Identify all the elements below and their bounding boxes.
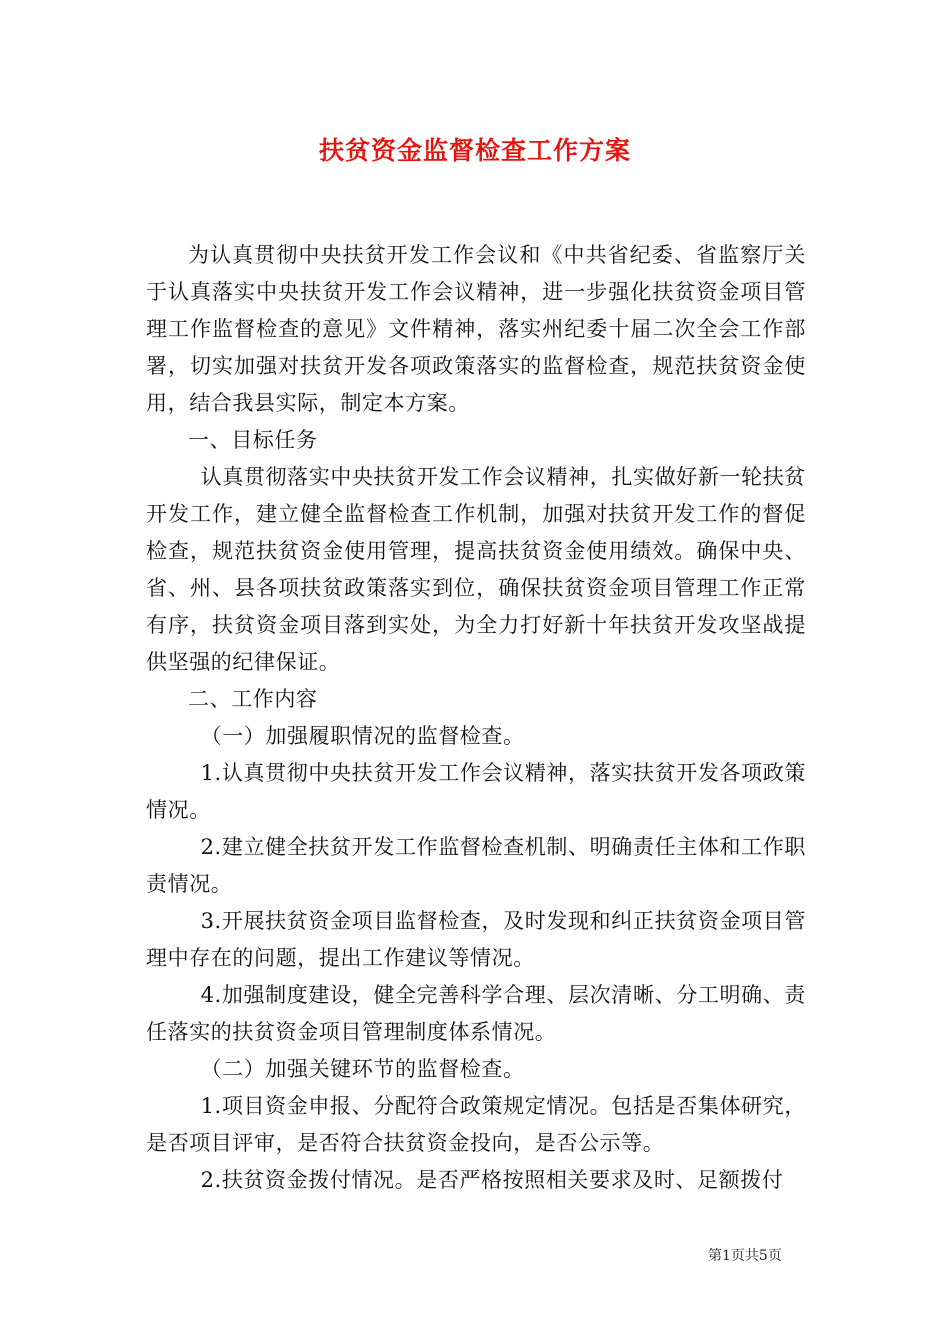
subsection-heading-key-links: （二）加强关键环节的监督检查。 (200, 1057, 525, 1081)
list-item: 2.扶贫资金拨付情况。是否严格按照相关要求及时、足额拨付 (200, 1168, 784, 1192)
list-item: 3.开展扶贫资金项目监督检查，及时发现和纠正扶贫资金项目管理中存在的问题，提出工作建议等情况。 (146, 909, 806, 970)
list-item: 4.加强制度建设，健全完善科学合理、层次清晰、分工明确、责任落实的扶贫资金项目管理制度体系情况。 (146, 983, 806, 1044)
subsection-heading-duty: （一）加强履职情况的监督检查。 (200, 724, 525, 748)
page-number: 第1页共5页 (708, 1248, 782, 1264)
goals-paragraph: 认真贯彻落实中央扶贫开发工作会议精神，扎实做好新一轮扶贫开发工作，建立健全监督检查工作机制，加强对扶贫开发工作的督促检查，规范扶贫资金使用管理，提高扶贫资金使用绩效。确保中央、省、州、县各项扶贫政策落实到位，确保扶贫资金项目管理工作正常有序，扶贫资金项目落到实处，为全力打好新十年扶贫开发攻坚战提供坚强的纪律保证。 (146, 465, 806, 674)
list-item: 2.建立健全扶贫开发工作监督检查机制、明确责任主体和工作职责情况。 (146, 835, 806, 896)
section-heading-content: 二、工作内容 (188, 687, 318, 711)
document-title: 扶贫资金监督检查工作方案 (318, 136, 631, 165)
list-item: 1.项目资金申报、分配符合政策规定情况。包括是否集体研究，是否项目评审，是否符合扶贫资金投向，是否公示等。 (146, 1094, 806, 1155)
section-heading-goals: 一、目标任务 (188, 428, 318, 452)
document-body (146, 237, 806, 1199)
intro-paragraph: 为认真贯彻中央扶贫开发工作会议和《中共省纪委、省监察厅关于认真落实中央扶贫开发工作会议精神，进一步强化扶贫资金项目管理工作监督检查的意见》文件精神，落实州纪委十届二次全会工作部署，切实加强对扶贫开发各项政策落实的监督检查，规范扶贫资金使用，结合我县实际，制定本方案。 (146, 243, 806, 415)
list-item: 1.认真贯彻中央扶贫开发工作会议精神，落实扶贫开发各项政策情况。 (146, 761, 806, 822)
